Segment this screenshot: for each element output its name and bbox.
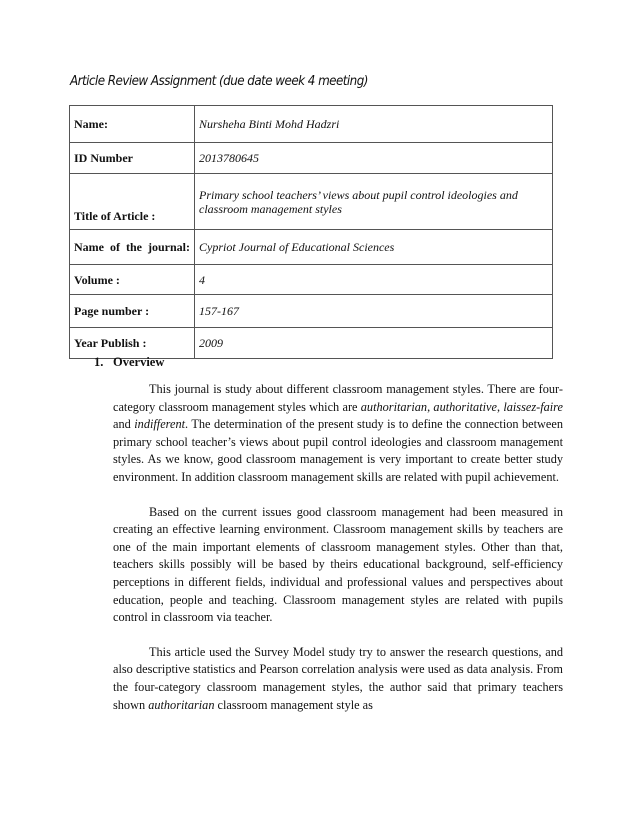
table-row bbox=[70, 295, 553, 328]
text-run: . The determination of the present study is to define the connection between primary school teacher’s views about pupil control ideologies and classroom management styles. As we know, good classroom management is very important to create better study environment. In addition classroom management skills are related with pupil achievement. bbox=[113, 417, 563, 484]
paragraph-2: Based on the current issues good classroom management had been measured in creating an effective learning environment. Classroom management skills by teachers are one of the main important elements of classroom management styles. Other than that, teachers skills possibly will be based by theirs educational background, self-efficiency perceptions in different fields, individual and professional values and perspectives about education, people and teaching. Classroom management styles are related with pupils control in classroom via teacher. bbox=[113, 504, 563, 625]
table-row bbox=[70, 143, 553, 174]
text-run: This journal is study about different classroom management styles. There are four-category classroom management styles which are bbox=[113, 382, 563, 414]
emphasis-indifferent: indifferent bbox=[134, 417, 186, 432]
table-row bbox=[70, 265, 553, 295]
section-number: 1. bbox=[94, 355, 104, 369]
section-title: Overview bbox=[113, 355, 165, 369]
row-label-page-number: Page number : bbox=[70, 295, 195, 328]
row-label-volume: Volume : bbox=[70, 265, 195, 295]
row-label-title: Title of Article : bbox=[70, 174, 195, 230]
row-value-name: Nursheha Binti Mohd Hadzri bbox=[195, 106, 553, 143]
row-label-journal bbox=[70, 230, 195, 265]
text-run: classroom management style as bbox=[214, 697, 373, 712]
paragraph-3 bbox=[113, 644, 563, 714]
row-value-journal: Cypriot Journal of Educational Sciences bbox=[195, 230, 553, 265]
table-row bbox=[70, 328, 553, 359]
row-label-name: Name: bbox=[70, 106, 195, 143]
row-value-year: 2009 bbox=[195, 328, 553, 359]
row-value-volume: 4 bbox=[195, 265, 553, 295]
page-title: Article Review Assignment (due date week 4 meeting) bbox=[70, 74, 368, 89]
emphasis-laissez-faire: laissez-faire bbox=[503, 399, 563, 414]
table-row bbox=[70, 230, 553, 265]
row-value-title: Primary school teachers’ views about pupil control ideologies and classroom management styles bbox=[195, 174, 553, 230]
emphasis-authoritative: authoritative bbox=[433, 399, 497, 414]
row-label-year: Year Publish : bbox=[70, 328, 195, 359]
emphasis-authoritarian: authoritarian bbox=[360, 399, 428, 414]
row-value-id-number: 2013780645 bbox=[195, 143, 553, 174]
table-row bbox=[70, 106, 553, 143]
overview-body bbox=[113, 381, 563, 731]
text-run: , bbox=[427, 399, 434, 414]
row-label-id-number: ID Number bbox=[70, 143, 195, 174]
article-info-table bbox=[69, 105, 553, 359]
section-heading-overview bbox=[94, 355, 164, 370]
text-run: This article used the Survey Model study try to answer the research questions, and also descriptive statistics and Pearson correlation analysis were used as data analysis. From the four-category classroom management styles, the author said that primary teachers shown bbox=[113, 644, 563, 712]
row-label-journal-text: Name of the journal: bbox=[74, 240, 190, 254]
paragraph-1 bbox=[113, 381, 563, 487]
text-run: and bbox=[113, 417, 135, 432]
table-row bbox=[70, 174, 553, 230]
text-run: , bbox=[496, 399, 504, 414]
emphasis-authoritarian: authoritarian bbox=[148, 697, 215, 712]
row-value-page-number: 157-167 bbox=[195, 295, 553, 328]
